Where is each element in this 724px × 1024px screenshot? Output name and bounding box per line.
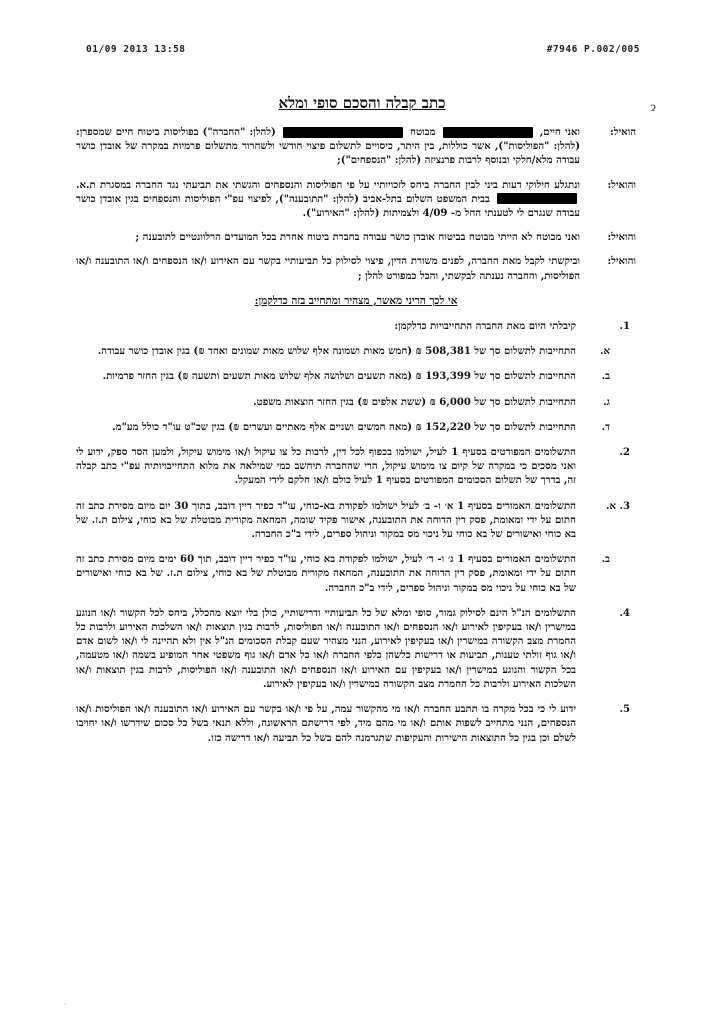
numbered-item bbox=[76, 703, 636, 746]
sub-item bbox=[76, 553, 636, 596]
redaction-bar bbox=[443, 127, 533, 138]
document-body bbox=[76, 126, 636, 757]
item-number: 2. bbox=[619, 447, 630, 459]
recital-text: ואני מבוטח לא הייתי מבוטח בביטוח אובדן כושר עבודה בחברת ביטוח אחרת בכל המועדים הרלוונטיים לתובענה ; bbox=[135, 232, 580, 244]
numbered-item bbox=[76, 446, 636, 489]
recital-text: וביקשתי לקבל מאת החברה, לפנים משורת הדין, פיצוי לסילוק כל תביעותיי בקשר עם האירוע ו/או הנספחים ו/או התובענה ו/או הפוליסות, והחברה נענתה לבקשתי, והכל כמפורט להלן ; bbox=[76, 256, 580, 282]
item-number: 5. bbox=[619, 704, 630, 716]
recital-clause bbox=[76, 126, 636, 169]
item-number: ג. bbox=[603, 396, 610, 408]
recital-label: הואיל: bbox=[610, 127, 636, 138]
operative-heading: אי לכך הריני מאשר, מצהיר ומתחייב בזה כדלקמן: bbox=[254, 294, 458, 307]
item-number: ב. bbox=[601, 554, 610, 566]
redaction-bar bbox=[497, 193, 577, 204]
item-number: 1. bbox=[619, 321, 630, 333]
item-text: התשלומים האמורים בסעיף 1 ג׳ ו- ד׳ לעיל, ישולמו לפקודת בא כוחי, עו"ד כפיר דיין דובב, תוך 60 ימים מיום מסירת כתב זה חתום על ידי ומאומת, פסק דין הדוחה את התובענה, המחאה מקורית מבוטלת של בא כוחי, צילום ת.ז. של בא כוחי ואישורים של בא כוחי על ניכוי מס במקור וניהול ספרים, לידי ב"כ החברה. bbox=[76, 554, 576, 594]
sub-item bbox=[76, 396, 636, 410]
item-text: התשלומים הנ"ל הינם לסילוק גמור, סופי ומלא של כל תביעותיי ודרישותיי, כולן בלי יוצא מהכלל, ביחס לכל הקשור ו/או הנוגע במישרין ו/או בעקיפין לאירוע ו/או הנספחים ו/או התובענה ו/או הפוליסות, לרבות בגין תוצאות ו/או השלכות האירוע ולרבות כל החמרת מצב הקשורה במישרין ו/או בעקיפין לאירוע, הנני מצהיר שעם קבלת הסכומים הנ"ל אין ולא תהיינה לי ו/או לשום אדם ו/או גוף זולתי טענות, תביעות או דרישות כלשהן כלפי החברה ו/או כל אדם ו/או גוף משפטי אחר המופיע בשמה ו/או מטעמה, בכל הקשור והנוגע במישרין ו/או בעקיפין עם האירוע ו/או הנספחים ו/או התובענה ו/או הפוליסות, לרבות בגין תוצאות ו/או השלכות האירוע ולרבות כל החמרת מצב הקשורה במישרין ו/או בעקיפין לאירוע. bbox=[76, 607, 576, 690]
recital-clause bbox=[76, 255, 636, 283]
recital-text-part: (להלן: "החברה") בפוליסות ביטוח חיים שמספרן: (להלן: "הפוליסות"), אשר כוללות, בין היתר, כיסויים לתשלום פיצוי חודשי ולשחרור מתשלום פרמיות במקרה של אובדן כושר עבודה מלא/חלקי ובנוסף לרבות פרנציזה (להלן: "הנספחים"); bbox=[76, 127, 580, 167]
sub-item bbox=[76, 345, 636, 359]
item-text: קיבלתי היום מאת החברה התחייבויות כדלקמן: bbox=[394, 321, 576, 333]
recital-text-part: מבוטח bbox=[410, 127, 436, 138]
item-text: התשלומים האמורים בסעיף 1 א׳ ו- ב׳ לעיל ישולמו לפקודת בא-כוחי, עו"ד כפיר דיין דובב, בתוך 30 יום מיום מסירת כתב זה חתום על ידי ומאומת, פסק דין הדוחה את התובענה, אישור פקיד שומה, המחאה מקורית מבוטלת של בא כוחי, צילום ת.ז. של בא כוחי ואישורים של בא כוחי על ניכוי מס במקור וניהול ספרים, לידי ב"כ החברה. bbox=[76, 500, 576, 541]
item-number: ד. bbox=[601, 421, 610, 433]
item-text: התשלומים המפורטים בסעיף 1 לעיל, ישולמו בכפוף לכל דין, לרבות כל צו עיקול ו/או מימוש עיקול, ולמען הסר ספק, ידוע לי ואני מסכים כי במקרה של קיום צו מימוש עיקול, הרי שהחברה תיחשב כמי שמילאה את מלוא התחייבויותיה עפ"י כתב קבלה זה, בדרך של תשלום הסכומים המפורטים בסעיף 1 לעיל כולם ו/או חלקם לידי המעקל. bbox=[76, 447, 576, 487]
document-title: כתב קבלה והסכם סופי ומלא bbox=[278, 94, 446, 112]
item-number: א. bbox=[600, 346, 610, 358]
recital-label: והואיל: bbox=[607, 256, 636, 268]
sub-item bbox=[76, 421, 636, 435]
sub-item bbox=[76, 370, 636, 384]
item-text: התחייבות לתשלום סך של 6,000 ₪ (ששת אלפים ₪) בגין החזר הוצאות משפט. bbox=[253, 396, 576, 408]
item-number: ב. bbox=[601, 371, 610, 383]
recital-text bbox=[76, 179, 580, 222]
item-text: ידוע לי כי בכל מקרה בו תתבע החברה ו/או מי מהקשור עמה, על פי ו/או בקשר עם האירוע ו/או התובענה ו/או הפוליסות ו/או הנספחים, הנני מתחייב לשפות אותם ו/או מי מהם מיד, לפי דרישתם הראשונה, וללא תנאי בשל כל סכום שידרשו ו/או יחויבו לשלם וכן בגין כל התוצאות הישירות והעקיפות שתגרמנה להם בשל כל תביעה ו/או דרישה כזו. bbox=[76, 704, 576, 744]
item-number: 4. bbox=[619, 607, 630, 619]
recital-clause bbox=[76, 231, 636, 245]
numbered-item bbox=[76, 320, 636, 334]
recital-label: והואיל: bbox=[607, 179, 636, 191]
recital-text-part: בבית המשפט השלום בתל-אביב (להלן: "התובענה"), לפיצוי עפ"י הפוליסות והנספחים בגין אובדן כושר עבודה שנגרם לי לטענתי החל מ- 4/09 ולצמיתות (להלן: "האירוע"). bbox=[76, 193, 580, 220]
item-text: התחייבות לתשלום סך של 152,220 ₪ (מאה חמשים ושניים אלף מאתיים ועשרים ₪) בגין שכ"ט עו"ד כולל מע"מ. bbox=[112, 421, 576, 433]
item-number: 3. א. bbox=[605, 500, 630, 512]
recital-text-part: ונתגלע חילוקי דעות ביני לבין החברה ביחס לזכויותיי על פי הפוליסות והנספחים והגשתי את תביעתי נגד החברה במסגרת ת.א. bbox=[76, 179, 580, 191]
recital-clause bbox=[76, 179, 636, 222]
recital-text bbox=[76, 126, 580, 169]
fax-header-page: #7946 P.002/005 bbox=[546, 44, 640, 55]
scan-speck: · bbox=[64, 1000, 67, 1009]
redaction-bar bbox=[283, 127, 403, 138]
recital-text-part: ואני חיים, bbox=[539, 127, 580, 138]
margin-mark: ɂ bbox=[650, 100, 656, 114]
item-text: התחייבות לתשלום סך של 193,399 ₪ (מאה תשעים ושלושה אלף שלוש מאות תשעים ותשעה ₪) בגין החזר פרמיות. bbox=[102, 371, 576, 383]
recital-label: והואיל: bbox=[607, 232, 636, 244]
item-text: התחייבות לתשלום סך של 508,381 ₪ (חמש מאות ושמונה אלף שלוש מאות שמונים ואחד ₪) בגין אובדן כושר עבודה. bbox=[97, 346, 576, 358]
numbered-item bbox=[76, 500, 636, 543]
fax-header-date: 01/09 2013 13:58 bbox=[86, 44, 186, 55]
numbered-item bbox=[76, 607, 636, 692]
